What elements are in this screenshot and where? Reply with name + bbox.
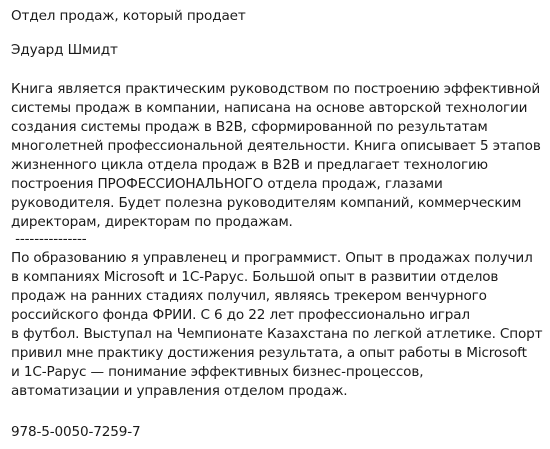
description-line: директорам, директорам по продажам. [11, 214, 293, 230]
book-description [11, 80, 541, 232]
description-line: системы продаж в компании, написана на основе авторской технологии [11, 100, 528, 116]
bio-line: продаж на ранних стадиях получил, являясь трекером венчурного [11, 288, 487, 304]
bio-line: привил мне практику достижения результата, а опыт работы в Microsoft [11, 345, 527, 361]
bio-line: автоматизации и управления отделом продаж. [11, 383, 348, 399]
bio-line: в футбол. Выступал на Чемпионате Казахстана по легкой атлетике. Спорт [11, 326, 543, 342]
bio-line: в компаниях Microsoft и 1С-Рарус. Большой опыт в развитии отделов [11, 269, 499, 285]
author-bio [11, 249, 541, 401]
section-separator: --------------- [11, 231, 87, 247]
description-line: жизненного цикла отдела продаж в B2B и предлагает технологию [11, 157, 488, 173]
book-title: Отдел продаж, который продает [11, 8, 246, 24]
description-line: построения ПРОФЕССИОНАЛЬНОГО отдела продаж, глазами [11, 176, 443, 192]
description-line: Книга является практическим руководством по построению эффективной [11, 81, 541, 97]
description-line: создания системы продаж в B2B, сформированной по результатам [11, 119, 488, 135]
book-description-document [11, 7, 541, 442]
bio-line: российского фонда ФРИИ. С 6 до 22 лет профессионально играл [11, 307, 470, 323]
bio-line: и 1С-Рарус — понимание эффективных бизнес-процессов, [11, 364, 424, 380]
book-author: Эдуард Шмидт [11, 42, 118, 58]
description-line: руководителя. Будет полезна руководителям компаний, коммерческим [11, 195, 522, 211]
bio-line: По образованию я управленец и программист. Опыт в продажах получил [11, 250, 533, 266]
description-line: многолетней профессиональной деятельности. Книга описывает 5 этапов [11, 138, 541, 154]
isbn-number: 978-5-0050-7259-7 [11, 424, 141, 440]
